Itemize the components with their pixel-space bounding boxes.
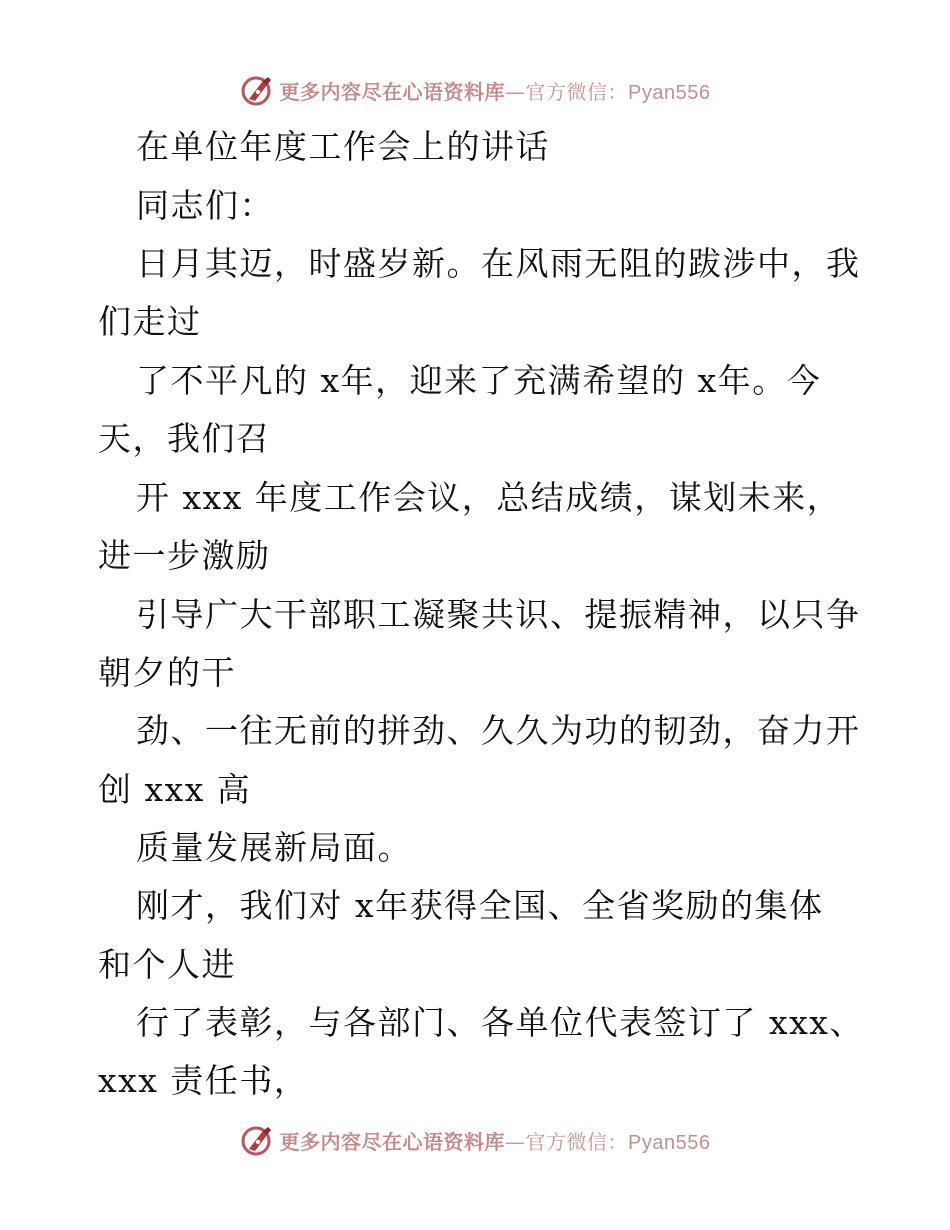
footer-banner-text	[280, 1126, 711, 1155]
pen-nib-logo-icon	[240, 1123, 274, 1157]
footer-banner-account: Pyan556	[628, 1131, 711, 1154]
header-banner-account: Pyan556	[628, 81, 711, 104]
document-line: 质量发展新局面。	[136, 828, 412, 867]
header-banner-dash: —	[505, 79, 526, 104]
document-line: 们走过	[98, 302, 202, 341]
document-line: 天，我们召	[98, 419, 271, 458]
document-line: 引导广大干部职工凝聚共识、提振精神，以只争	[136, 595, 861, 634]
pen-nib-logo-icon	[240, 73, 274, 107]
document-line: 创 xxx 高	[98, 770, 252, 809]
header-banner-inner	[240, 73, 711, 107]
document-line: 劲、一往无前的拼劲、久久为功的韧劲，奋力开	[136, 711, 861, 750]
document-line: 和个人进	[98, 945, 236, 984]
document-line: xxx 责任书，	[98, 1061, 309, 1100]
footer-banner-main: 更多内容尽在心语资料库	[279, 1129, 506, 1154]
document-line: 刚才，我们对 x年获得全国、全省奖励的集体	[136, 886, 824, 925]
footer-banner-sub: 官方微信：	[525, 1129, 629, 1154]
document-line: 了不平凡的 x年，迎来了充满希望的 x年。今	[136, 361, 822, 400]
document-line: 开 xxx 年度工作会议，总结成绩，谋划未来，	[136, 478, 842, 517]
document-line: 日月其迈，时盛岁新。在风雨无阻的跋涉中，我	[136, 244, 861, 283]
document-line: 行了表彰，与各部门、各单位代表签订了 xxx、	[136, 1003, 864, 1042]
header-banner-main: 更多内容尽在心语资料库	[279, 79, 506, 104]
document-line: 进一步激励	[98, 536, 271, 575]
document-title: 在单位年度工作会上的讲话	[136, 127, 550, 166]
document-line: 同志们：	[136, 186, 274, 225]
header-banner	[0, 70, 950, 110]
footer-banner	[0, 1120, 950, 1160]
header-banner-text	[280, 76, 711, 105]
footer-banner-dash: —	[505, 1129, 526, 1154]
document-line: 朝夕的干	[98, 653, 236, 692]
header-banner-sub: 官方微信：	[525, 79, 629, 104]
footer-banner-inner	[240, 1123, 711, 1157]
